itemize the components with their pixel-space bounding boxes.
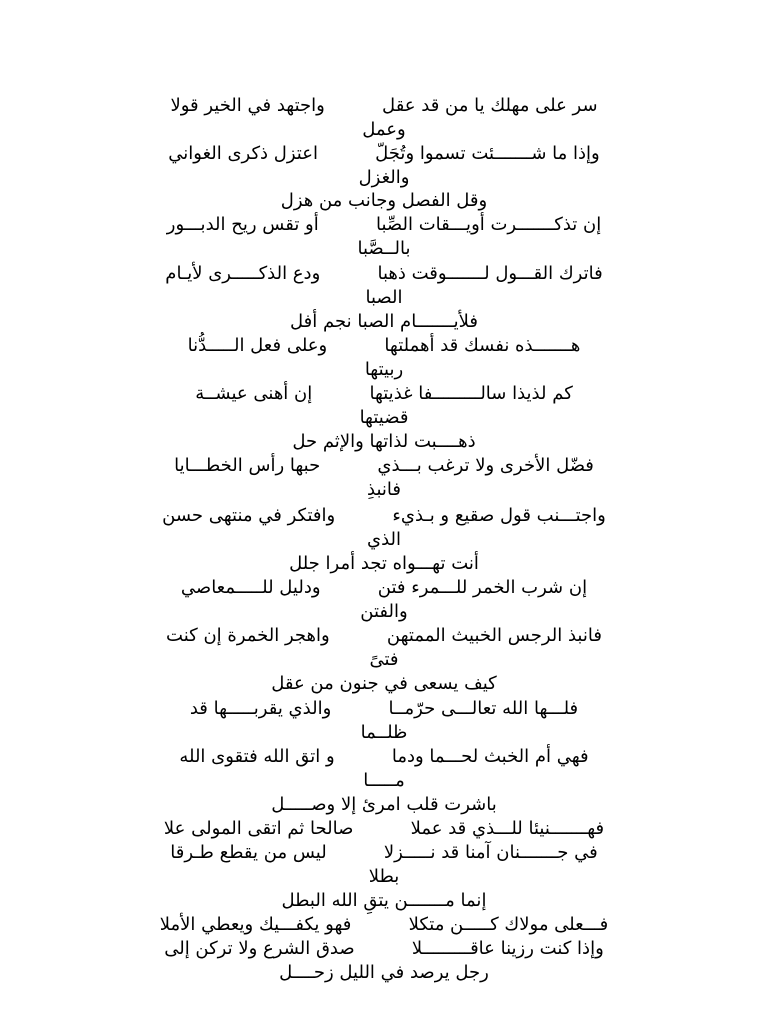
poem-line: ربيتها — [364, 359, 404, 380]
poem-line: ذهــــبت لذاتها والإثم حل — [292, 431, 476, 452]
poem-line: فهـــــــنيئا للـــذي قد عملا صالحا ثم اتقى المولى علا — [163, 818, 605, 839]
poem-line: فـــعلى مولاك كـــــن متكلا فهو يكفـــيك ويعطي الأملا — [159, 914, 609, 935]
poem-line: والغزل — [358, 167, 410, 188]
poem-line: ظلــما — [360, 722, 408, 743]
poem-line: فلأيـــــــام الصبا نجم أفل — [290, 311, 478, 332]
poem-line: رجل يرصد في الليل زحــــل — [279, 962, 489, 983]
poem-line: فانبذِ — [367, 479, 401, 500]
poem-line: في جـــــــنان آمنا قد نـــــزلا ليس من يقطع طـرقا — [170, 842, 598, 863]
poem-line: وإذا ما شـــــــئت تسموا وتُجَلّ اعتزل ذكرى الغواني — [168, 143, 600, 164]
poem-line: إنما مـــــــن يتقِ الله البطل — [281, 890, 487, 911]
poem-line: بالــصَّبا — [357, 238, 411, 259]
poem-line: إن شرب الخمر للـــمرء فتن ودليل للـــــمعاصي — [180, 577, 588, 598]
poem-line: والفتن — [360, 601, 408, 622]
poem-line: الصبا — [365, 287, 403, 308]
poem-line: كيف يسعى في جنون من عقل — [271, 673, 497, 694]
poem-line: سر على مهلك يا من قد عقل واجتهد في الخير قولا — [170, 95, 598, 116]
poem-line: هـــــــذه نفسك قد أهملتها وعلى فعل الـــــدُّنا — [187, 335, 581, 356]
poem-line: أنت تهـــواه تجد أمرا جلل — [289, 553, 479, 574]
poem-line: فتىً — [369, 649, 399, 670]
poem-line: باشرت قلب امرئ إلا وصـــــل — [271, 794, 497, 815]
poem-line: بطلا — [368, 866, 400, 887]
poem-line: كم لذيذا سالـــــــــفا غذيتها إن أهنى عيشــة — [195, 383, 573, 404]
poem-line: فانبذ الرجس الخبيث الممتهن واهجر الخمرة إن كنت — [166, 625, 602, 646]
poem-line: وقل الفصل وجانب من هزل — [280, 190, 488, 211]
poem-line: فضّل الأخرى ولا ترغب بـــذي حبها رأس الخطـــايا — [174, 455, 594, 476]
poem-line: وإذا كنت رزينا عاقـــــــــلا صدق الشرع ولا تركن إلى — [164, 938, 604, 959]
poem-line: فاترك القـــول لـــــــوقت ذهبا ودع الذكـــــرى لأيـام — [165, 263, 603, 284]
poem-line: واجتـــنب قول صقيع و بـذيء وافتكر في منتهى حسن — [162, 505, 606, 526]
poem-line: فلـــها الله تعالـــى حرّمــا والذي يقربـــــها قد — [189, 698, 579, 719]
poem-line: وعمل — [362, 119, 406, 140]
poem-line: إن تذكـــــــرت أويـــقات الصِّبا أو تقس ريح الدبـــور — [166, 214, 602, 235]
poem-line: قضيتها — [359, 407, 409, 428]
poem-line: فهي أم الخبث لحـــما ودما و اتق الله فتقوى الله — [179, 746, 589, 767]
poem-line: الذي — [366, 529, 402, 550]
poem-line: مـــــا — [363, 770, 405, 791]
